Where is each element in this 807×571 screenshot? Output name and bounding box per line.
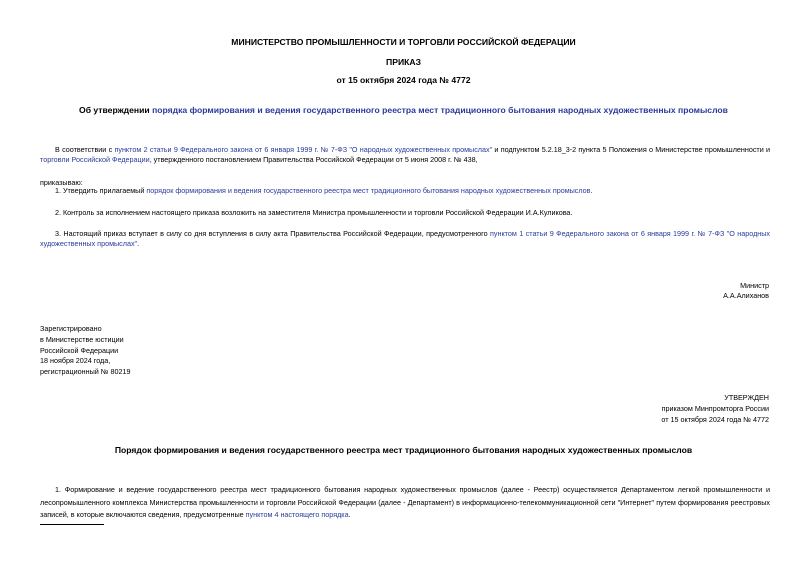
federal-law-link[interactable]: пунктом 2 статьи 9 Федерального закона от 6 января 1999 г. № 7-ФЗ "О народных художественных промыслах" xyxy=(114,145,493,154)
order-subject xyxy=(0,104,807,116)
order-date-number: от 15 октября 2024 года № 4772 xyxy=(336,75,471,85)
item-3 xyxy=(40,229,770,250)
procedure-text-3: . xyxy=(348,510,351,520)
intro-text-2: и подпунктом 5.2.18_3-2 пункта 5 Положения о Министерстве промышленности и xyxy=(492,145,771,154)
subject-prefix: Об утверждении xyxy=(79,105,153,115)
item-1-procedure-link[interactable]: порядок формирования и ведения государственного реестра мест традиционного бытования народных художественных промыслов xyxy=(146,186,591,195)
approved-line-1: УТВЕРЖДЕН xyxy=(724,393,769,402)
approved-block xyxy=(661,393,769,425)
order-word: приказываю: xyxy=(40,178,83,187)
registration-line-3: Российской Федерации xyxy=(40,345,119,355)
intro-text-1: В соответствии с xyxy=(55,145,115,154)
procedure-text-2: (далее - Департамент) в информационно-телекоммуникационной сети "Интернет" путем формирования реестровых записей, в которые включаются сведения, предусмотренные xyxy=(40,497,771,520)
approved-line-3: от 15 октября 2024 года № 4772 xyxy=(661,414,769,424)
procedure-paragraph-1 xyxy=(40,484,770,522)
signature-block xyxy=(723,281,769,302)
document-type: ПРИКАЗ xyxy=(386,57,421,67)
item-3-end: . xyxy=(137,239,140,249)
intro-text-3: , утвержденного постановлением Правительства Российской Федерации от 5 июня 2008 г. № 438, xyxy=(149,155,478,165)
ministry-name: МИНИСТЕРСТВО ПРОМЫШЛЕННОСТИ И ТОРГОВЛИ РОССИЙСКОЙ ФЕДЕРАЦИИ xyxy=(231,37,576,47)
signature-position: Министр xyxy=(740,281,769,290)
regulation-link[interactable]: торговли Российской Федерации xyxy=(40,155,150,165)
procedure-item-4-link[interactable]: пунктом 4 настоящего порядка xyxy=(245,510,349,520)
approved-line-2: приказом Минпромторга России xyxy=(661,403,769,413)
item-2: 2. Контроль за исполнением настоящего приказа возложить на заместителя Министра промышленности и торговли Российской Федерации И.А.Куликова. xyxy=(55,208,573,217)
procedure-title: Порядок формирования и ведения государственного реестра мест традиционного бытования народных художественных промыслов xyxy=(114,445,693,455)
registration-block xyxy=(40,324,130,378)
item-3-law-link[interactable]: пунктом 1 статьи 9 Федерального закона от 6 января 1999 г. № 7-ФЗ "О народных художественных промыслах" xyxy=(40,229,770,249)
subject-procedure-link[interactable]: порядка формирования и ведения государственного реестра мест традиционного бытования народных художественных промыслов xyxy=(152,105,728,115)
item-1 xyxy=(40,186,770,196)
registration-line-4: 18 ноября 2024 года, xyxy=(40,356,111,366)
registration-line-2: в Министерстве юстиции xyxy=(40,334,124,344)
item-1-text: 1. Утвердить прилагаемый xyxy=(55,186,147,195)
signature-name: А.А.Алиханов xyxy=(723,291,769,301)
registration-line-5: регистрационный № 80219 xyxy=(40,367,131,377)
item-1-end: . xyxy=(590,186,593,195)
item-3-text: 3. Настоящий приказ вступает в силу со дня вступления в силу акта Правительства Российской Федерации, предусмотренного xyxy=(55,229,490,238)
registration-line-1: Зарегистрировано xyxy=(40,324,102,333)
footnote-divider xyxy=(40,524,104,525)
procedure-text-1: 1. Формирование и ведение государственного реестра мест традиционного бытования народных художественных промыслов (далее - Реестр) осуществляется Департаментом легкой промышленности и лесопромышленного комплекса Министерства промышленности и торговли Российской Федерации xyxy=(40,485,770,507)
intro-paragraph xyxy=(40,145,770,166)
